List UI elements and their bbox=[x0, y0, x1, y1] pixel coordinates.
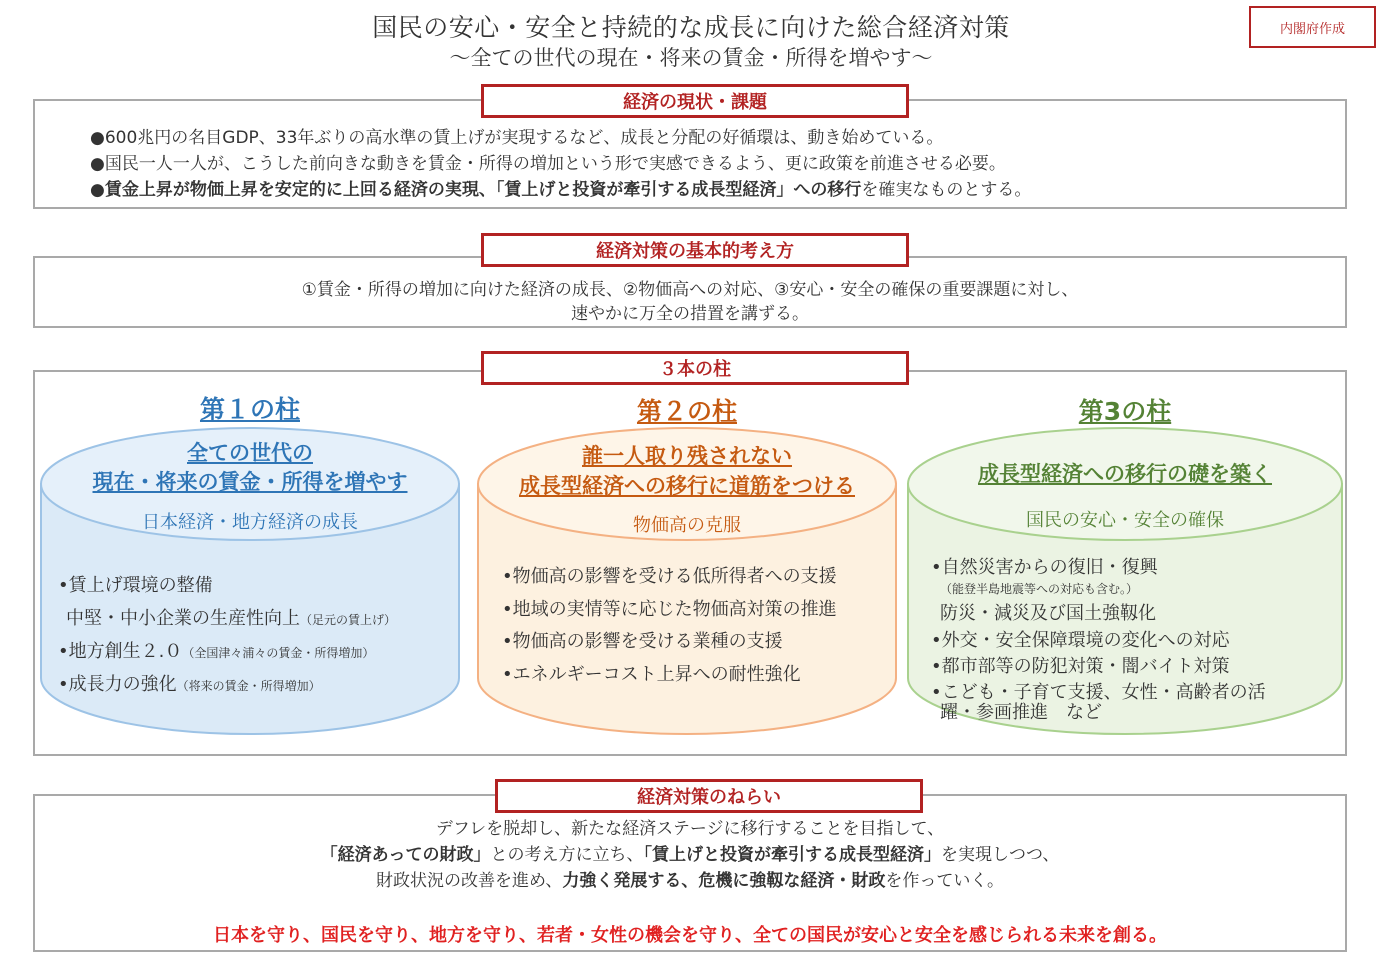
aim-conclusion: 日本を守り、国民を守り、地方を守り、若者・女性の機会を守り、全ての国民が安心と安全を感じられる未来を創る。 bbox=[213, 925, 1167, 946]
pillars-label: ３本の柱 bbox=[481, 351, 909, 385]
pillar-1-item-4-text: •成長力の強化 bbox=[58, 674, 177, 695]
aim-line-3 bbox=[33, 866, 1347, 891]
pillar-2-item-2: •地域の実情等に応じた物価高対策の推進 bbox=[502, 599, 837, 620]
current-bullet-3-bold: ●賃金上昇が物価上昇を安定的に上回る経済の実現、「賃上げと投資が牽引する成長型経済」への移行 bbox=[90, 180, 862, 200]
aim-line-2-a: 「経済あっての財政」 bbox=[320, 845, 491, 865]
current-bullet-3-rest: を確実なものとする。 bbox=[861, 180, 1032, 200]
pillar-3-title: 成長型経済への移行の礎を築く bbox=[978, 462, 1272, 486]
basic-approach-label: 経済対策の基本的考え方 bbox=[481, 233, 909, 267]
current-situation-label: 経済の現状・課題 bbox=[481, 84, 909, 118]
pillar-2-heading: 第２の柱 bbox=[636, 397, 737, 426]
pillar-1-item-2-note: （足元の賃上げ） bbox=[300, 613, 397, 627]
aim-line-3-b: 力強く発展する、危機に強靱な経済・財政 bbox=[562, 871, 886, 891]
aim-line-2-d: を実現しつつ、 bbox=[941, 845, 1060, 865]
page-subtitle: ～全ての世代の現在・将来の賃金・所得を増やす～ bbox=[449, 46, 933, 70]
aim-line-3-c: を作っていく。 bbox=[885, 871, 1004, 891]
author-badge: 内閣府作成 bbox=[1249, 6, 1376, 48]
pillar-3-item-5a: •こども・子育て支援、女性・高齢者の活 bbox=[931, 682, 1266, 703]
pillar-2-title-line-2: 成長型経済への移行に道筋をつける bbox=[519, 474, 855, 498]
pillar-1-item-2-text: 中堅・中小企業の生産性向上 bbox=[66, 608, 300, 629]
aim-line-2 bbox=[33, 840, 1347, 865]
pillar-1-subtitle: 日本経済・地方経済の成長 bbox=[142, 512, 358, 533]
current-bullet-1: ●600兆円の名目GDP、33年ぶりの高水準の賃上げが実現するなど、成長と分配の好循環は、動き始めている。 bbox=[90, 128, 944, 148]
pillar-2-item-1: •物価高の影響を受ける低所得者への支援 bbox=[502, 566, 837, 587]
page-title: 国民の安心・安全と持続的な成長に向けた総合経済対策 bbox=[372, 13, 1010, 42]
aim-line-1: デフレを脱却し、新たな経済ステージに移行することを目指して、 bbox=[435, 819, 945, 839]
pillar-3-subtitle: 国民の安心・安全の確保 bbox=[1026, 510, 1224, 531]
pillar-2-title-line-1: 誰一人取り残されない bbox=[582, 444, 792, 468]
pillar-1-item-2 bbox=[66, 604, 396, 630]
current-bullet-2: ●国民一人一人が、こうした前向きな動きを賃金・所得の増加という形で実感できるよう、更に政策を前進させる必要。 bbox=[90, 154, 1006, 174]
pillar-2-item-4: •エネルギーコスト上昇への耐性強化 bbox=[502, 664, 801, 685]
basic-approach-line-2: 速やかに万全の措置を講ずる。 bbox=[571, 304, 809, 324]
aim-line-2-c: 「賃上げと投資が牽引する成長型経済」 bbox=[643, 845, 941, 865]
pillar-3-item-1: •自然災害からの復旧・復興 bbox=[931, 557, 1158, 578]
pillar-3-heading: 第3の柱 bbox=[1078, 397, 1172, 426]
pillar-1-title-line-2: 現在・将来の賃金・所得を増やす bbox=[92, 470, 408, 494]
pillar-3-item-2: 防災・減災及び国土強靱化 bbox=[940, 603, 1156, 624]
pillar-3-item-1-note: （能登半島地震等への対応も含む。） bbox=[940, 582, 1139, 596]
pillar-1-item-3 bbox=[58, 637, 374, 663]
pillar-1-item-4 bbox=[58, 670, 321, 696]
pillar-2-subtitle: 物価高の克服 bbox=[633, 515, 741, 536]
pillar-3-item-4: •都市部等の防犯対策・闇バイト対策 bbox=[931, 656, 1230, 677]
pillar-3-item-3: •外交・安全保障環境の変化への対応 bbox=[931, 630, 1230, 651]
pillar-2-item-3: •物価高の影響を受ける業種の支援 bbox=[502, 631, 783, 652]
pillar-1-item-3-text: •地方創生２.０ bbox=[58, 641, 183, 662]
aim-line-2-b: との考え方に立ち、 bbox=[490, 845, 644, 865]
aim-label: 経済対策のねらい bbox=[495, 779, 923, 813]
pillar-3-item-5b: 躍・参画推進 など bbox=[940, 702, 1102, 723]
pillar-1-item-1: •賃上げ環境の整備 bbox=[58, 575, 213, 596]
pillar-1-heading: 第１の柱 bbox=[199, 395, 300, 424]
pillar-1-item-4-note: （将来の賃金・所得増加） bbox=[176, 679, 321, 693]
aim-line-3-a: 財政状況の改善を進め、 bbox=[376, 871, 563, 891]
pillar-1-item-3-note: （全国津々浦々の賃金・所得増加） bbox=[182, 646, 375, 660]
pillar-1-title-line-1: 全ての世代の bbox=[187, 441, 313, 465]
basic-approach-line-1: ①賃金・所得の増加に向けた経済の成長、②物価高への対応、③安心・安全の確保の重要課題に対し、 bbox=[301, 280, 1079, 300]
